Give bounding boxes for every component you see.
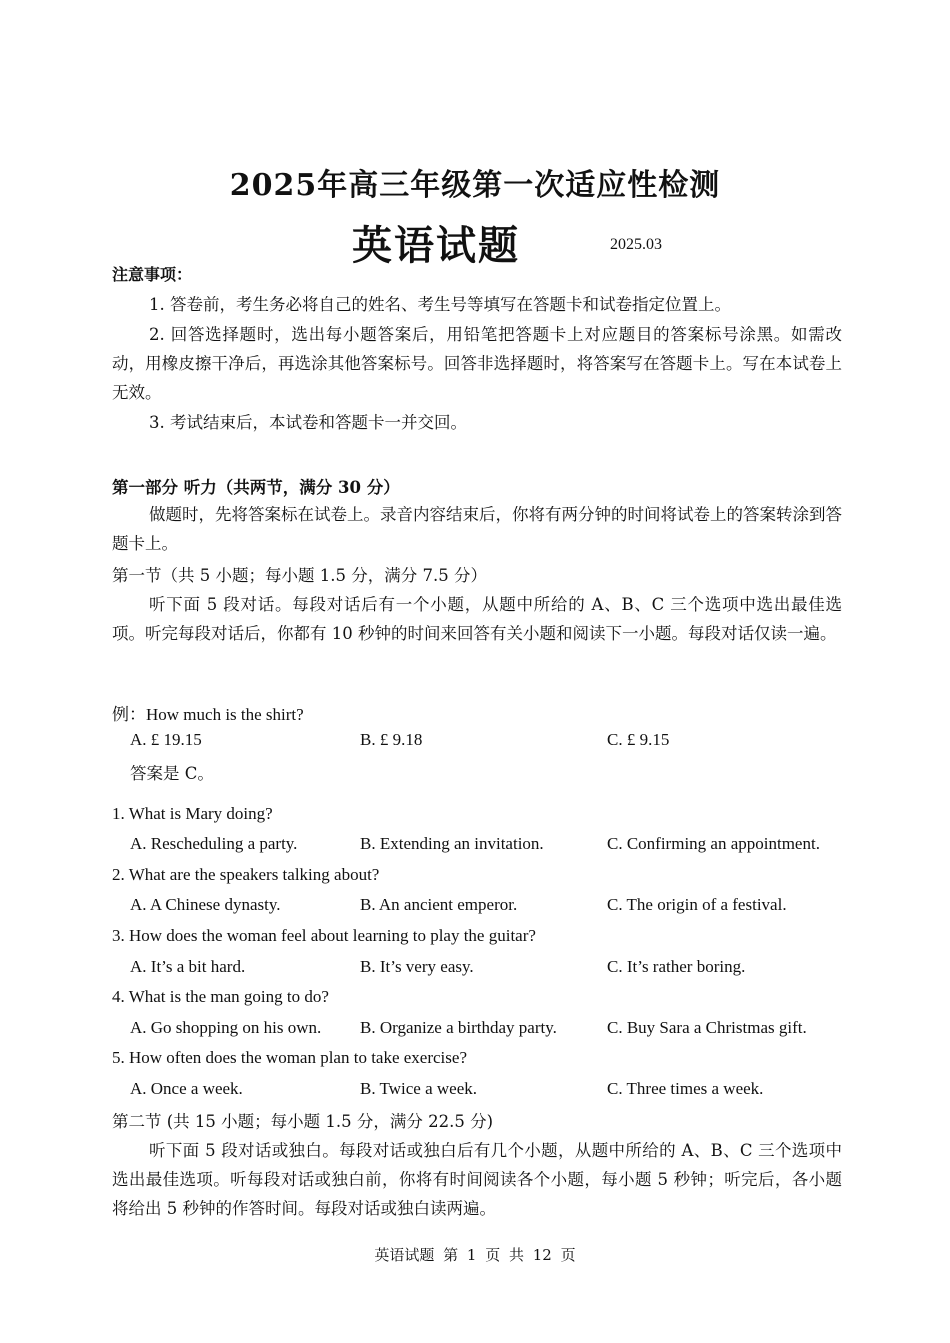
example-option-b: B. £ 9.18: [360, 730, 423, 749]
subject-title: 英语试题: [352, 222, 520, 269]
question-2-option-a: A. A Chinese dynasty.: [130, 895, 281, 914]
notice-item-3: 3. 考试结束后，本试卷和答题卡一并交回。: [149, 413, 467, 432]
page-footer: 英语试题 第 1 页 共 12 页: [374, 1246, 576, 1264]
question-4: 4. What is the man going to do?: [112, 987, 329, 1006]
notice-item-2: 2. 回答选择题时，选出每小题答案后，用铅笔把答题卡上对应题目的答案标号涂黑。如需改动，用橡皮擦干净后，再选涂其他答案标号。回答非选择题时，将答案写在答题卡上。写在本试卷上无效。: [112, 325, 842, 402]
example-answer: 答案是 C。: [130, 764, 214, 783]
question-3-option-c: C. It’s rather boring.: [607, 957, 746, 976]
question-4-option-b: B. Organize a birthday party.: [360, 1018, 557, 1037]
question-1-option-c: C. Confirming an appointment.: [607, 834, 820, 853]
section2-instructions: 听下面 5 段对话或独白。每段对话或独白后有几个小题，从题中所给的 A、B、C 三个选项中选出最佳选项。听每段对话或独白前，你将有时间阅读各个小题，每小题 5 秒钟；听完后，各小题将给出 5 秒钟的作答时间。每段对话或独白读两遍。: [112, 1141, 842, 1218]
section1-heading: 第一节（共 5 小题；每小题 1.5 分，满分 7.5 分）: [112, 566, 487, 585]
notice-item-1: 1. 答卷前，考生务必将自己的姓名、考生号等填写在答题卡和试卷指定位置上。: [149, 295, 731, 314]
question-4-option-a: A. Go shopping on his own.: [130, 1018, 322, 1037]
example-question: 例：How much is the shirt?: [112, 705, 304, 724]
exam-date: 2025.03: [610, 236, 662, 253]
example-option-c: C. £ 9.15: [607, 730, 670, 749]
notice-heading: 注意事项：: [112, 265, 193, 284]
question-3-option-b: B. It’s very easy.: [360, 957, 474, 976]
question-1-option-a: A. Rescheduling a party.: [130, 834, 298, 853]
example-option-a: A. £ 19.15: [130, 730, 202, 749]
section2-heading: 第二节 (共 15 小题；每小题 1.5 分，满分 22.5 分): [112, 1112, 494, 1131]
question-2-option-b: B. An ancient emperor.: [360, 895, 518, 914]
part1-instructions: 做题时，先将答案标在试卷上。录音内容结束后，你将有两分钟的时间将试卷上的答案转涂到答题卡上。: [112, 505, 842, 553]
question-1: 1. What is Mary doing?: [112, 804, 273, 823]
question-1-option-b: B. Extending an invitation.: [360, 834, 544, 853]
exam-title: 2025年高三年级第一次适应性检测: [229, 168, 721, 203]
question-3-option-a: A. It’s a bit hard.: [130, 957, 246, 976]
question-5: 5. How often does the woman plan to take exercise?: [112, 1048, 467, 1067]
question-5-option-a: A. Once a week.: [130, 1079, 243, 1098]
question-5-option-b: B. Twice a week.: [360, 1079, 477, 1098]
section1-instructions: 听下面 5 段对话。每段对话后有一个小题，从题中所给的 A、B、C 三个选项中选出最佳选项。听完每段对话后，你都有 10 秒钟的时间来回答有关小题和阅读下一小题。每段对话仅读一遍。: [112, 595, 842, 643]
question-2-option-c: C. The origin of a festival.: [607, 895, 787, 914]
question-2: 2. What are the speakers talking about?: [112, 865, 380, 884]
part1-heading: 第一部分 听力（共两节，满分 30 分）: [112, 478, 400, 497]
question-5-option-c: C. Three times a week.: [607, 1079, 764, 1098]
question-3: 3. How does the woman feel about learning to play the guitar?: [112, 926, 536, 945]
question-4-option-c: C. Buy Sara a Christmas gift.: [607, 1018, 807, 1037]
